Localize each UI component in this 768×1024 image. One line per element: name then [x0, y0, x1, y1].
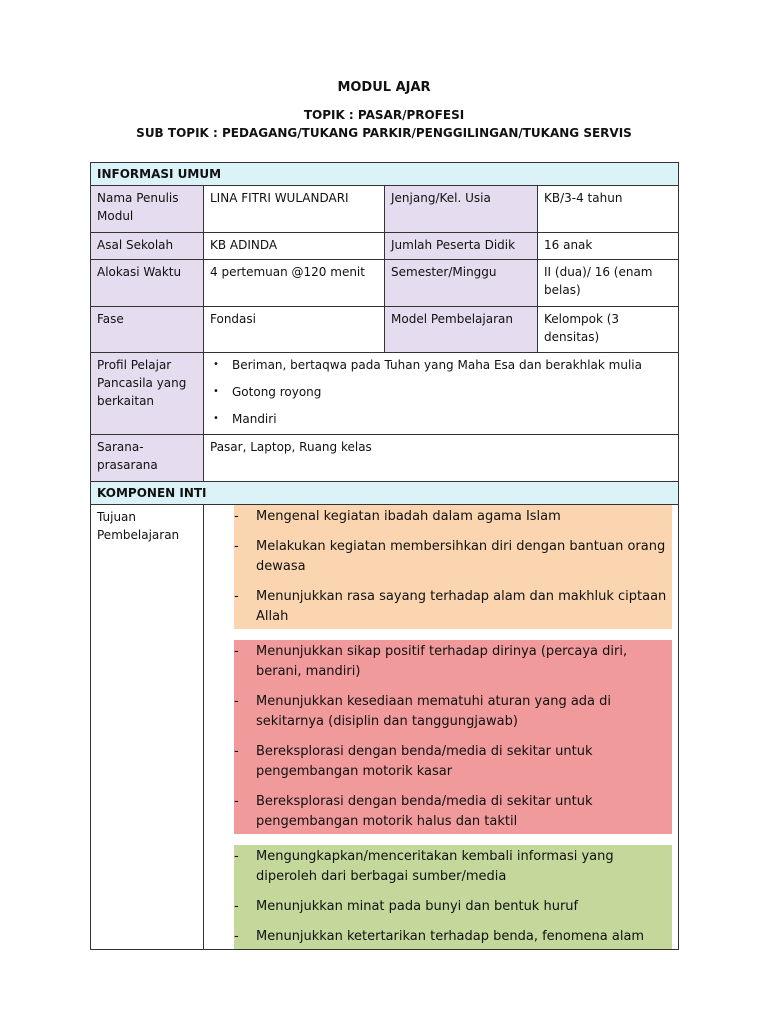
goal-text: Menunjukkan minat pada bunyi dan bentuk huruf	[256, 899, 579, 914]
list-item	[234, 847, 672, 887]
label-cell: Nama Penulis Modul	[91, 186, 204, 233]
value-cell: 4 pertemuan @120 menit	[204, 260, 385, 307]
goal-text: Melakukan kegiatan membersihkan diri dengan bantuan orang dewasa	[256, 539, 666, 574]
label-cell: Alokasi Waktu	[91, 260, 204, 307]
dash-bullet: -	[234, 794, 239, 809]
module-table	[90, 162, 679, 950]
list-item	[234, 537, 672, 577]
list-item	[234, 642, 672, 682]
dash-bullet: -	[234, 694, 239, 709]
goal-group-red	[234, 640, 672, 834]
value-cell: Kelompok (3 densitas)	[538, 307, 679, 353]
table-row	[91, 233, 679, 260]
label-cell: Semester/Minggu	[385, 260, 538, 307]
topic-title: TOPIK : PASAR/PROFESI	[303, 108, 465, 122]
goal-text: Menunjukkan kesediaan mematuhi aturan yang ada di sekitarnya (disiplin dan tanggungjawab)	[256, 694, 612, 729]
table-row	[91, 307, 679, 353]
list-item	[234, 587, 672, 627]
value-cell: KB/3-4 tahun	[538, 186, 679, 233]
list-item: • Beriman, bertaqwa pada Tuhan yang Maha Esa dan berakhlak mulia	[210, 356, 672, 374]
section-informasi-umum	[91, 163, 679, 186]
goal-text: Bereksplorasi dengan benda/media di sekitar untuk pengembangan motorik halus dan taktil	[256, 794, 593, 829]
profil-list	[210, 356, 672, 428]
table-row	[91, 505, 679, 950]
label-cell: Jenjang/Kel. Usia	[385, 186, 538, 233]
section-komponen-inti	[91, 482, 679, 505]
list-item: • Mandiri	[210, 410, 672, 428]
list-item	[234, 792, 672, 832]
profil-label: Profil Pelajar Pancasila yang berkaitan	[91, 353, 204, 435]
goal-text: Menunjukkan rasa sayang terhadap alam dan makhluk ciptaan Allah	[256, 589, 667, 624]
goal-text: Mengungkapkan/menceritakan kembali informasi yang diperoleh dari berbagai sumber/media	[256, 849, 614, 884]
dash-bullet: -	[234, 644, 239, 659]
value-cell: 16 anak	[538, 233, 679, 260]
section-heading: INFORMASI UMUM	[91, 163, 679, 186]
tujuan-label: Tujuan Pembelajaran	[91, 505, 204, 950]
list-item	[234, 507, 672, 527]
dash-bullet: -	[234, 509, 239, 524]
subtopic-title: SUB TOPIK : PEDAGANG/TUKANG PARKIR/PENGGILINGAN/TUKANG SERVIS	[136, 126, 632, 140]
profil-values	[204, 353, 679, 435]
dash-bullet: -	[234, 589, 239, 604]
table-row	[91, 186, 679, 233]
label-cell: Fase	[91, 307, 204, 353]
goal-group-orange	[234, 505, 672, 629]
goal-text: Bereksplorasi dengan benda/media di sekitar untuk pengembangan motorik kasar	[256, 744, 593, 779]
value-cell: KB ADINDA	[204, 233, 385, 260]
table-row	[91, 435, 679, 482]
label-cell: Jumlah Peserta Didik	[385, 233, 538, 260]
list-item	[234, 927, 672, 947]
dash-bullet: -	[234, 929, 239, 944]
list-item	[234, 742, 672, 782]
section-heading: KOMPONEN INTI	[91, 482, 679, 505]
page-title: MODUL AJAR	[337, 80, 431, 95]
label-cell: Asal Sekolah	[91, 233, 204, 260]
label-cell: Model Pembelajaran	[385, 307, 538, 353]
value-cell: Fondasi	[204, 307, 385, 353]
tujuan-values	[204, 505, 679, 950]
goal-text: Mengenal kegiatan ibadah dalam agama Islam	[256, 509, 561, 524]
value-cell: LINA FITRI WULANDARI	[204, 186, 385, 233]
goal-text: Menunjukkan sikap positif terhadap dirinya (percaya diri, berani, mandiri)	[256, 644, 628, 679]
dash-bullet: -	[234, 899, 239, 914]
dash-bullet: -	[234, 744, 239, 759]
dash-bullet: -	[234, 849, 239, 864]
sarana-value: Pasar, Laptop, Ruang kelas	[204, 435, 679, 482]
dash-bullet: -	[234, 539, 239, 554]
list-item	[234, 897, 672, 917]
list-item: • Gotong royong	[210, 383, 672, 401]
value-cell: II (dua)/ 16 (enam belas)	[538, 260, 679, 307]
table-row	[91, 260, 679, 307]
list-item	[234, 692, 672, 732]
goal-text: Menunjukkan ketertarikan terhadap benda, fenomena alam	[256, 929, 645, 944]
goal-group-green	[234, 845, 672, 949]
sarana-label: Sarana-prasarana	[91, 435, 204, 482]
table-row	[91, 353, 679, 435]
